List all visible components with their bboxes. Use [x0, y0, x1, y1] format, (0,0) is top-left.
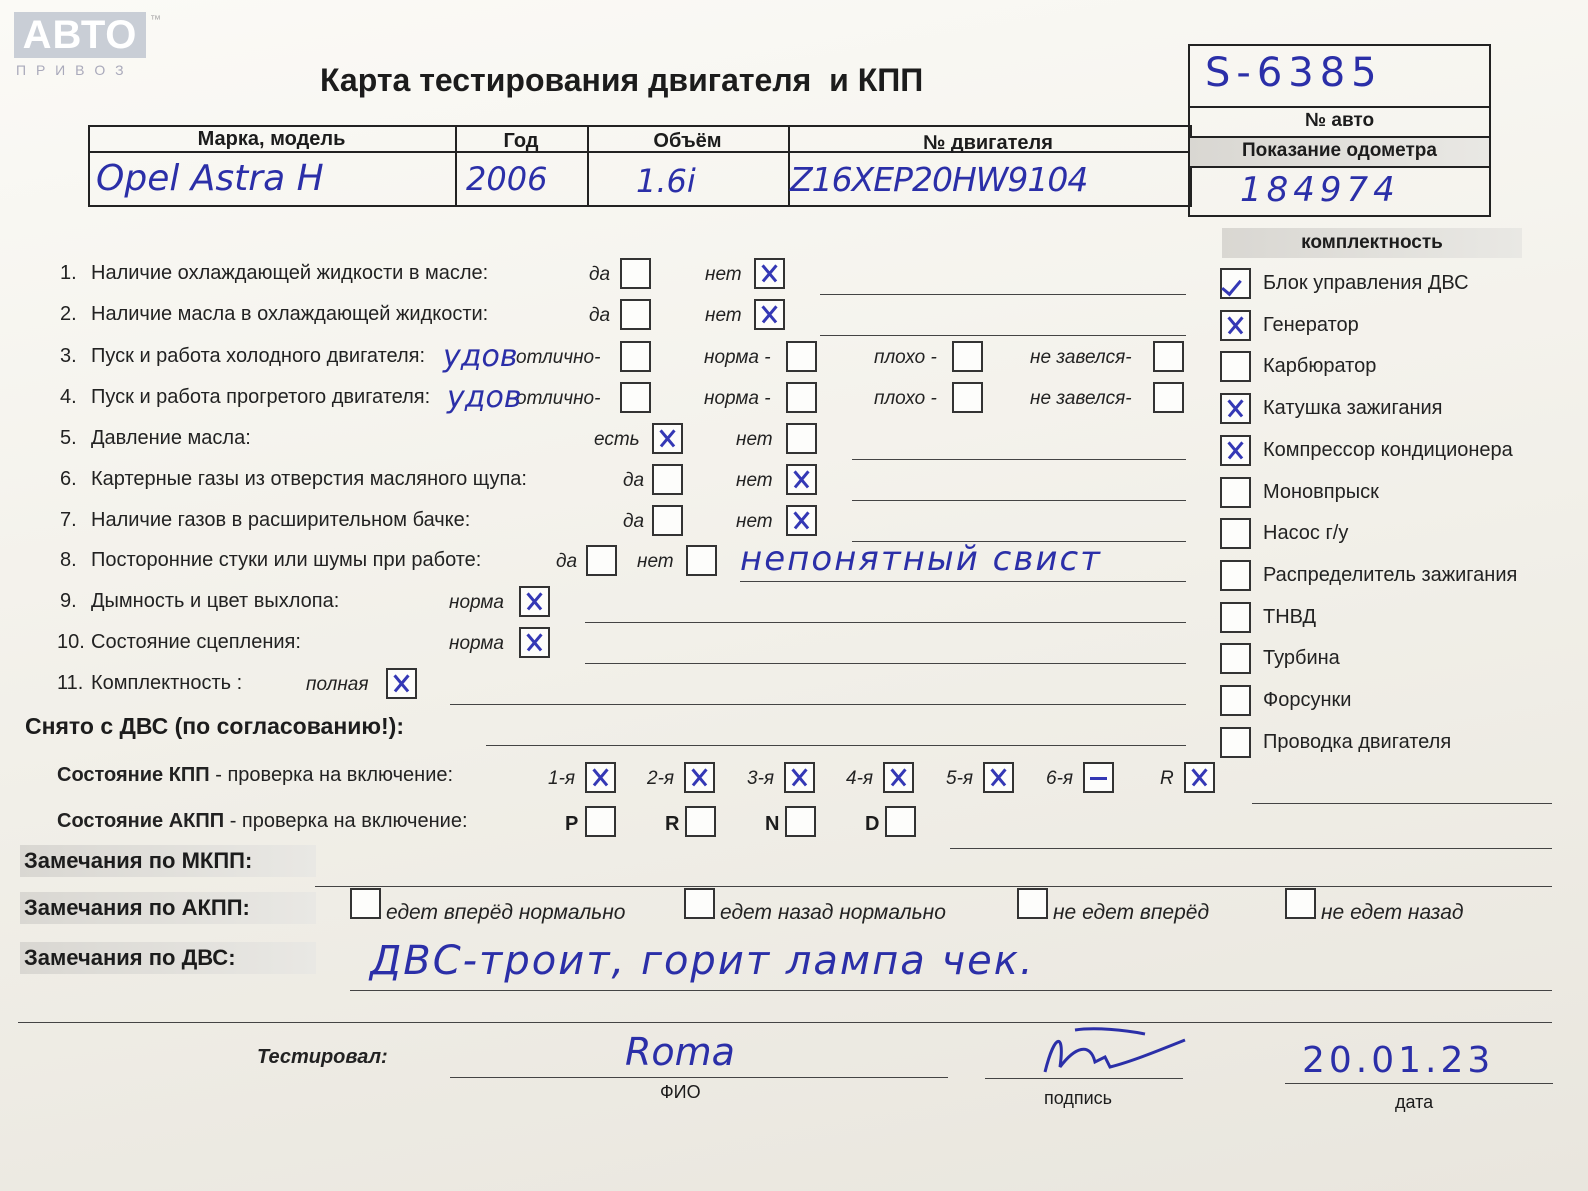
item-number: 3.	[60, 345, 77, 367]
item-text: Картерные газы из отверстия масляного щупа:	[91, 468, 527, 490]
option-checkbox[interactable]	[952, 382, 983, 413]
akpp-label-bold: Состояние АКПП	[57, 810, 225, 832]
akpp-gear-checkbox[interactable]	[585, 806, 616, 837]
tested-label: Тестировал:	[257, 1046, 388, 1068]
option-label: норма -	[704, 347, 771, 368]
kpp-gear-checkbox[interactable]	[983, 762, 1014, 793]
page-title: Карта тестирования двигателя и КПП	[320, 62, 924, 98]
option-label: норма	[449, 592, 504, 613]
item-number: 1.	[60, 262, 77, 284]
option-label: не завелся-	[1030, 388, 1132, 409]
option-label: да	[623, 511, 645, 532]
removed-label: Снято с ДВС (по согласованию!):	[25, 713, 404, 739]
akpp-gear-label: P	[565, 813, 579, 835]
kit-checkbox[interactable]	[1220, 727, 1251, 758]
akpp-label	[57, 810, 468, 833]
option-checkbox[interactable]	[652, 505, 683, 536]
akpp-remark-checkbox[interactable]	[1285, 888, 1316, 919]
option-checkbox[interactable]	[686, 545, 717, 576]
remarks-dvs-label: Замечания по ДВС:	[20, 942, 316, 974]
kit-checkbox[interactable]	[1220, 518, 1251, 549]
kit-checkbox[interactable]	[1220, 685, 1251, 716]
kit-checkbox[interactable]	[1220, 351, 1251, 382]
akpp-gear-label: N	[765, 813, 780, 835]
auto-no-value: S-6385	[1205, 50, 1383, 96]
kit-checkbox[interactable]	[1220, 602, 1251, 633]
kit-item-label: Блок управления ДВС	[1263, 272, 1469, 294]
odometer-label: Показание одометра	[1242, 140, 1437, 161]
option-checkbox[interactable]	[786, 423, 817, 454]
col-header-model: Марка, модель	[197, 128, 346, 150]
kpp-gear-checkbox[interactable]	[1184, 762, 1215, 793]
option-label: да	[589, 305, 611, 326]
akpp-remark-checkbox[interactable]	[684, 888, 715, 919]
kit-item-label: Насос г/у	[1263, 522, 1349, 545]
sign-label: подпись	[1044, 1088, 1113, 1108]
option-label: да	[589, 264, 611, 285]
removed-line	[486, 745, 1186, 746]
item-text: Состояние сцепления:	[91, 631, 301, 653]
akpp-remark-label: едет вперёд нормально	[386, 901, 626, 924]
kit-checkbox[interactable]	[1220, 268, 1251, 299]
kpp-label-bold: Состояние КПП	[57, 764, 210, 786]
kit-title: комплектность	[1222, 228, 1522, 258]
option-label: нет	[705, 264, 742, 285]
option-label: отлично-	[516, 388, 601, 409]
kpp-gear-label: 2-я	[647, 768, 675, 789]
date-line	[1285, 1083, 1553, 1084]
akpp-remark-checkbox[interactable]	[1017, 888, 1048, 919]
fio-label: ФИО	[660, 1082, 701, 1102]
akpp-remark-label: едет назад нормально	[720, 901, 946, 924]
avtoprivoz-logo	[14, 12, 161, 82]
item-text: Наличие масла в охлаждающей жидкости:	[91, 303, 489, 325]
dvs-line-2	[18, 1022, 1552, 1023]
option-checkbox[interactable]	[786, 464, 817, 495]
kit-checkbox[interactable]	[1220, 393, 1251, 424]
option-label: есть	[594, 429, 640, 450]
option-label: да	[623, 470, 645, 491]
kit-item-label: Катушка зажигания	[1263, 397, 1443, 420]
option-checkbox[interactable]	[652, 464, 683, 495]
kpp-gear-label: 1-я	[548, 768, 576, 789]
akpp-gear-label: D	[865, 813, 880, 835]
entry-line	[820, 294, 1186, 295]
item-number: 7.	[60, 509, 77, 531]
akpp-gear-label: R	[665, 813, 680, 835]
option-checkbox[interactable]	[1153, 341, 1184, 372]
akpp-gear-checkbox[interactable]	[885, 806, 916, 837]
option-label: нет	[736, 429, 773, 450]
option-checkbox[interactable]	[620, 382, 651, 413]
kit-item-label: ТНВД	[1263, 605, 1317, 628]
entry-line	[852, 500, 1186, 501]
kit-item-label: Компрессор кондиционера	[1263, 438, 1513, 461]
option-label: не завелся-	[1030, 347, 1132, 368]
akpp-line	[950, 848, 1552, 849]
option-checkbox[interactable]	[620, 341, 651, 372]
year-value: 2006	[466, 160, 548, 198]
kpp-gear-checkbox[interactable]	[684, 762, 715, 793]
test-date: 20.01.23	[1302, 1040, 1495, 1081]
item-number: 2.	[60, 303, 77, 325]
option-checkbox[interactable]	[519, 586, 550, 617]
option-checkbox[interactable]	[952, 341, 983, 372]
handwritten-note: удов	[447, 380, 522, 415]
entry-line	[585, 663, 1186, 664]
entry-line	[585, 622, 1186, 623]
akpp-remark-checkbox[interactable]	[350, 888, 381, 919]
remarks-akpp-label: Замечания по АКПП:	[20, 892, 316, 924]
signature-mark	[1035, 1022, 1195, 1090]
kpp-line	[1252, 803, 1552, 804]
entry-line	[450, 704, 1186, 705]
kpp-label	[57, 764, 453, 787]
akpp-remark-label: не едет вперёд	[1053, 901, 1210, 924]
option-label: отлично-	[516, 347, 601, 368]
entry-line	[852, 459, 1186, 460]
option-checkbox[interactable]	[652, 423, 683, 454]
kpp-gear-label: 5-я	[946, 768, 974, 789]
akpp-remark-label: не едет назад	[1321, 901, 1464, 924]
option-checkbox[interactable]	[786, 382, 817, 413]
kit-checkbox[interactable]	[1220, 643, 1251, 674]
item-number: 5.	[60, 427, 77, 449]
item-text: Наличие газов в расширительном бачке:	[91, 509, 471, 531]
date-label: дата	[1395, 1092, 1434, 1112]
kpp-gear-label: 6-я	[1046, 768, 1074, 789]
option-checkbox[interactable]	[519, 627, 550, 658]
option-label: полная	[306, 674, 369, 695]
option-checkbox[interactable]	[754, 258, 785, 289]
option-label: нет	[736, 470, 773, 491]
option-label: плохо -	[874, 388, 937, 409]
item-text: Давление масла:	[91, 427, 251, 449]
item-number: 8.	[60, 549, 77, 571]
kpp-gear-label: R	[1160, 768, 1174, 789]
option-label: да	[556, 551, 578, 572]
item-number: 6.	[60, 468, 77, 490]
model-value: Opel Astra H	[96, 158, 324, 199]
col-header-engine-no: № двигателя	[923, 132, 1053, 154]
option-checkbox[interactable]	[620, 258, 651, 289]
auto-no-label: № авто	[1304, 110, 1375, 131]
kpp-gear-checkbox[interactable]	[883, 762, 914, 793]
option-checkbox[interactable]	[786, 341, 817, 372]
sign-line	[985, 1078, 1183, 1079]
volume-value: 1.6і	[636, 162, 696, 200]
akpp-gear-checkbox[interactable]	[785, 806, 816, 837]
akpp-gear-checkbox[interactable]	[685, 806, 716, 837]
option-checkbox[interactable]	[620, 299, 651, 330]
kit-item-label: Распределитель зажигания	[1263, 563, 1518, 586]
mkpp-line	[315, 886, 1552, 887]
tester-name: Roma	[625, 1030, 735, 1074]
item-number: 4.	[60, 386, 77, 408]
item-number: 9.	[60, 590, 77, 612]
kpp-gear-checkbox[interactable]	[1083, 762, 1114, 793]
kit-item-label: Карбюратор	[1263, 355, 1377, 378]
kit-checkbox[interactable]	[1220, 310, 1251, 341]
option-label: норма	[449, 633, 504, 654]
entry-line	[740, 581, 1186, 582]
col-header-volume: Объём	[653, 130, 722, 152]
option-label: норма -	[704, 388, 771, 409]
item-text: Посторонние стуки или шумы при работе:	[91, 549, 482, 571]
option-label: нет	[705, 305, 742, 326]
option-checkbox[interactable]	[754, 299, 785, 330]
kpp-gear-label: 3-я	[747, 768, 775, 789]
item-text: Дымность и цвет выхлопа:	[91, 590, 340, 612]
handwritten-note: удов	[443, 339, 518, 374]
kit-checkbox[interactable]	[1220, 477, 1251, 508]
engine-no-value: Z16XEP20HW9104	[790, 160, 1088, 199]
kpp-gear-checkbox[interactable]	[585, 762, 616, 793]
option-label: плохо -	[874, 347, 937, 368]
kit-item-label: Моновпрыск	[1263, 480, 1379, 503]
option-checkbox[interactable]	[386, 668, 417, 699]
option-checkbox[interactable]	[786, 505, 817, 536]
option-checkbox[interactable]	[586, 545, 617, 576]
item-text: Пуск и работа прогретого двигателя:	[91, 386, 431, 408]
auto-divider	[1188, 106, 1489, 108]
entry-line	[820, 335, 1186, 336]
col-header-year: Год	[503, 130, 539, 152]
kpp-label-rest: - проверка на включение:	[209, 764, 454, 786]
odometer-value: 184974	[1240, 170, 1400, 210]
item-number: 11.	[57, 672, 84, 694]
dvs-line	[350, 990, 1552, 991]
item-text: Наличие охлаждающей жидкости в масле:	[91, 262, 489, 284]
kit-checkbox[interactable]	[1220, 435, 1251, 466]
logo-main: АВТО	[14, 12, 146, 58]
kit-item-label: Турбина	[1263, 647, 1340, 670]
remarks-mkpp-label: Замечания по МКПП:	[20, 845, 316, 877]
kit-item-label: Форсунки	[1263, 689, 1352, 711]
akpp-label-rest: - проверка на включение:	[224, 810, 468, 832]
logo-tm: ™	[150, 14, 161, 26]
item-text: Комплектность :	[91, 672, 243, 694]
kit-item-label: Генератор	[1263, 313, 1359, 336]
option-label: нет	[736, 511, 773, 532]
kpp-gear-checkbox[interactable]	[784, 762, 815, 793]
fio-line	[450, 1077, 948, 1078]
option-label: нет	[637, 551, 674, 572]
dvs-remark-text: ДВС-троит, горит лампа чек.	[370, 938, 1035, 984]
logo-sub: П Р И В О З	[16, 62, 127, 78]
item-number: 10.	[57, 631, 85, 653]
kpp-gear-label: 4-я	[846, 768, 874, 789]
item-text: Пуск и работа холодного двигателя:	[91, 345, 426, 367]
handwritten-note: непонятный свист	[740, 539, 1102, 579]
kit-checkbox[interactable]	[1220, 560, 1251, 591]
kit-item-label: Проводка двигателя	[1263, 730, 1452, 753]
option-checkbox[interactable]	[1153, 382, 1184, 413]
